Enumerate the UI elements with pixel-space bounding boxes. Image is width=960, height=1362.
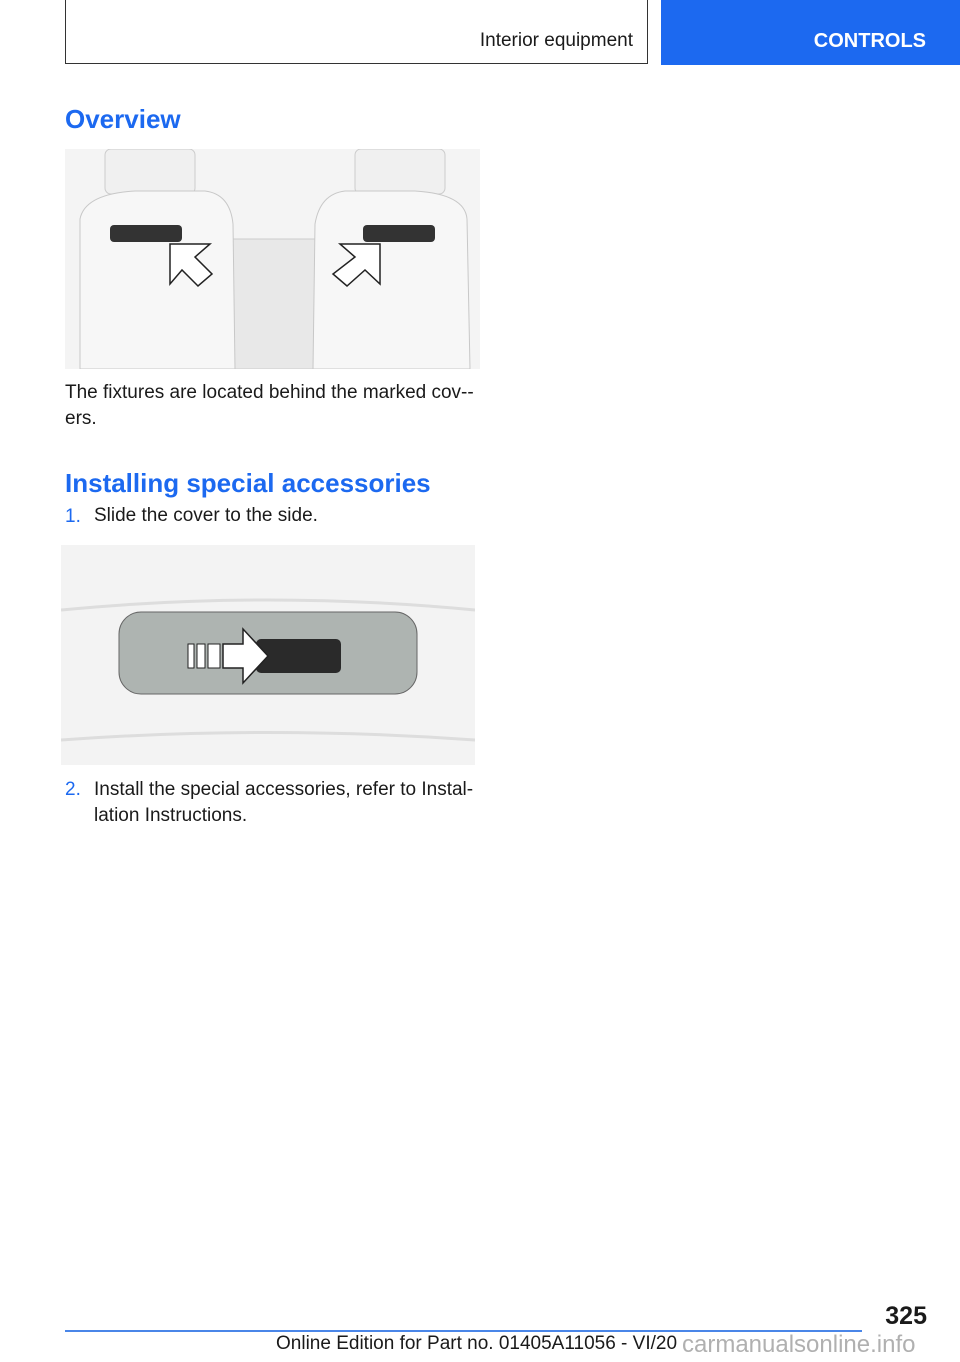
- header-section-title: Interior equipment: [479, 30, 633, 51]
- step-number: 1.: [65, 506, 81, 527]
- header-chapter-tab: [661, 0, 960, 65]
- header-section-box: [65, 0, 648, 64]
- footer-edition: Online Edition for Part no. 01405A11056 - VI/20: [276, 1333, 678, 1354]
- cover-slide-illustration: [61, 545, 475, 765]
- watermark: carmanualsonline.info: [682, 1331, 916, 1358]
- step-text: Slide the cover to the side.: [94, 505, 318, 526]
- overview-heading: Overview: [65, 104, 181, 134]
- install-heading: Installing special accessories: [65, 468, 431, 498]
- step-number: 2.: [65, 779, 81, 800]
- overview-text: The fixtures are located behind the marked cov-ers.: [65, 382, 474, 429]
- page-number: 325: [885, 1302, 927, 1330]
- seat-backs-illustration: [65, 149, 480, 369]
- header-chapter-label: CONTROLS: [813, 30, 926, 52]
- step-text: Install the special accessories, refer to Instal-lation Instructions.: [94, 779, 474, 826]
